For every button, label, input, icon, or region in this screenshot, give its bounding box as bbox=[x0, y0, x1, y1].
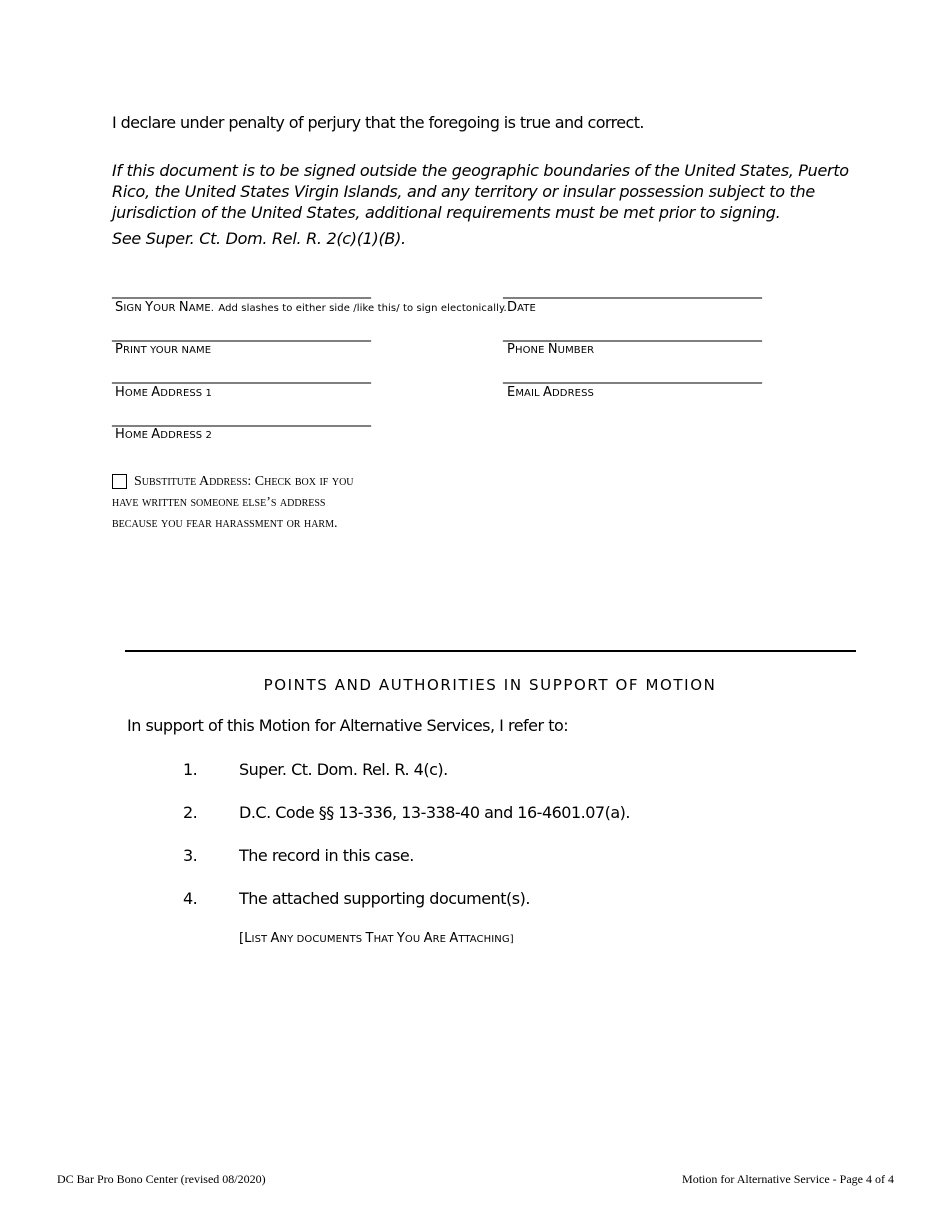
sign-name-label: SIGN YOUR NAME. Add slashes to either side /like this/ to sign electonically. bbox=[115, 300, 507, 315]
points-lead: In support of this Motion for Alternative Services, I refer to: bbox=[127, 716, 569, 735]
item-number-2: 2. bbox=[183, 803, 198, 822]
email-label: EMAIL ADDRESS bbox=[507, 385, 594, 400]
substitute-address-line-2: have written someone else’s address bbox=[112, 495, 326, 510]
points-heading: POINTS AND AUTHORITIES IN SUPPORT OF MOTION bbox=[263, 676, 717, 694]
email-line[interactable]: _____________________________________ bbox=[503, 368, 762, 384]
notice-line-4: See Super. Ct. Dom. Rel. R. 2(c)(1)(B). bbox=[112, 229, 406, 248]
home-address-2-line[interactable]: _____________________________________ bbox=[112, 411, 371, 427]
attachments-placeholder: [LIST ANY DOCUMENTS THAT YOU ARE ATTACHING] bbox=[239, 931, 514, 946]
item-text-4: The attached supporting document(s). bbox=[239, 889, 530, 908]
footer-right: Motion for Alternative Service - Page 4 of 4 bbox=[682, 1172, 894, 1186]
print-name-line[interactable]: _____________________________________ bbox=[112, 326, 371, 342]
sign-name-line[interactable]: _____________________________________ bbox=[112, 283, 371, 299]
home-address-2-label: HOME ADDRESS 2 bbox=[115, 427, 213, 442]
substitute-address-line-3: because you fear harassment or harm. bbox=[112, 516, 338, 531]
notice-line-2: Rico, the United States Virgin Islands, and any territory or insular possession subject to the bbox=[112, 182, 815, 201]
home-address-1-line[interactable]: _____________________________________ bbox=[112, 368, 371, 384]
item-text-2: D.C. Code §§ 13-336, 13-338-40 and 16-4601.07(a). bbox=[239, 803, 630, 822]
item-text-3: The record in this case. bbox=[239, 846, 414, 865]
perjury-declaration: I declare under penalty of perjury that the foregoing is true and correct. bbox=[112, 113, 644, 132]
phone-label: PHONE NUMBER bbox=[507, 342, 595, 357]
date-label: DATE bbox=[507, 300, 536, 315]
footer-left: DC Bar Pro Bono Center (revised 08/2020) bbox=[57, 1172, 266, 1186]
section-divider bbox=[125, 650, 856, 652]
date-line[interactable]: _____________________________________ bbox=[503, 283, 762, 299]
sign-name-hint: Add slashes to either side /like this/ to sign electonically. bbox=[218, 303, 507, 314]
notice-line-3: jurisdiction of the United States, additional requirements must be met prior to signing. bbox=[112, 203, 781, 222]
item-number-3: 3. bbox=[183, 846, 198, 865]
item-text-1: Super. Ct. Dom. Rel. R. 4(c). bbox=[239, 760, 448, 779]
print-name-label: PRINT YOUR NAME bbox=[115, 342, 212, 357]
item-number-1: 1. bbox=[183, 760, 198, 779]
substitute-address-line-1: Substitute Address: Check box if you bbox=[134, 474, 354, 489]
notice-line-1: If this document is to be signed outside the geographic boundaries of the United States, Puerto bbox=[112, 161, 849, 180]
home-address-1-label: HOME ADDRESS 1 bbox=[115, 385, 213, 400]
phone-line[interactable]: _____________________________________ bbox=[503, 326, 762, 342]
substitute-address-checkbox[interactable] bbox=[112, 474, 127, 489]
item-number-4: 4. bbox=[183, 889, 198, 908]
